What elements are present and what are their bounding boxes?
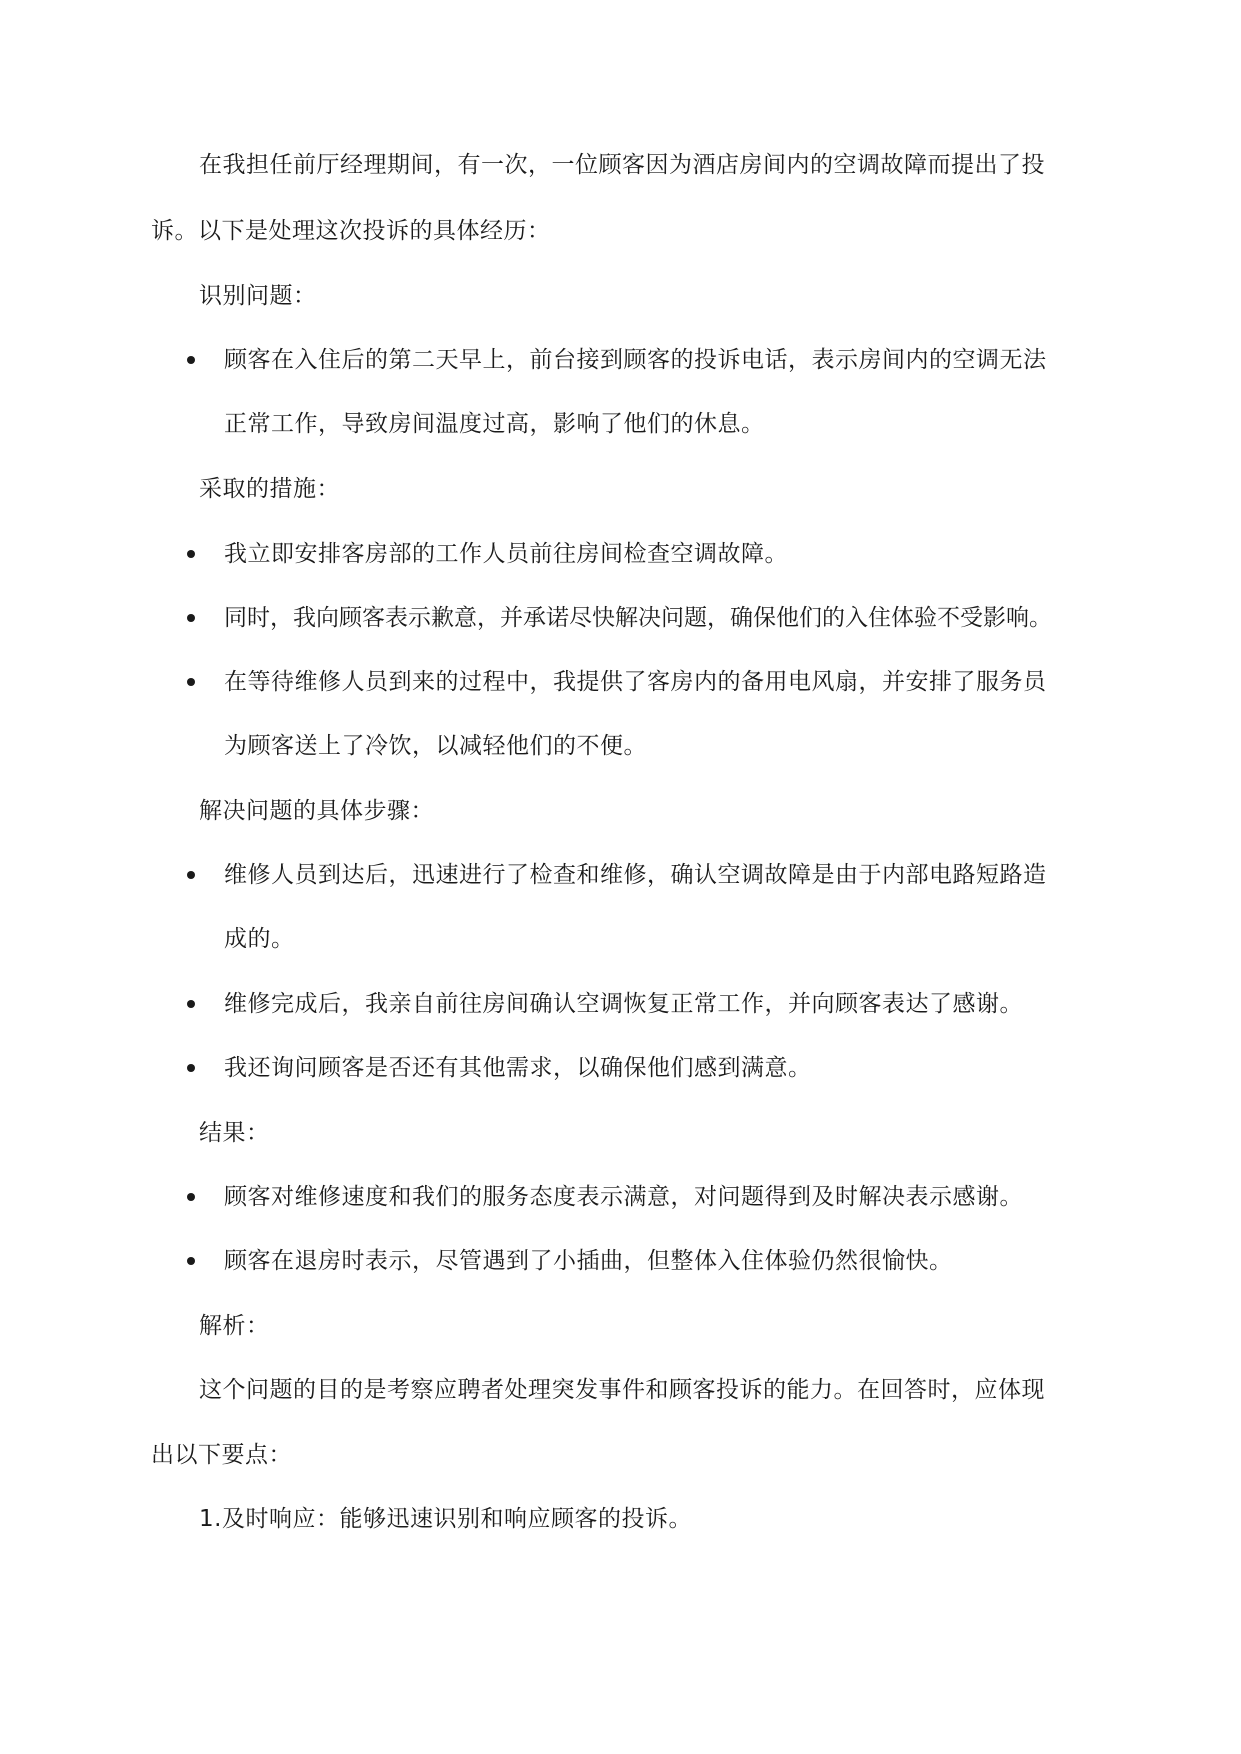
measures-item-3-line-1: 在等待维修人员到来的过程中，我提供了客房内的备用电风扇，并安排了服务员 [224,669,1047,695]
bullet-icon [187,1193,195,1201]
analysis-line-1: 这个问题的目的是考察应聘者处理突发事件和顾客投诉的能力。在回答时，应体现 [199,1377,1045,1403]
analysis-line-2: 出以下要点： [151,1442,292,1468]
steps-item-1-line-1: 维修人员到达后，迅速进行了检查和维修，确认空调故障是由于内部电路短路造 [224,862,1047,888]
point-number: 1. [199,1506,222,1532]
point-text: 及时响应：能够迅速识别和响应顾客的投诉。 [221,1506,692,1532]
steps-item-1-line-2: 成的。 [224,926,295,952]
heading-result: 结果： [199,1120,270,1146]
intro-line-2: 诉。以下是处理这次投诉的具体经历： [151,218,551,244]
bullet-icon [187,1064,195,1072]
bullet-icon [187,678,195,686]
identify-item-1-line-1: 顾客在入住后的第二天早上，前台接到顾客的投诉电话，表示房间内的空调无法 [224,347,1047,373]
heading-analysis: 解析： [199,1313,270,1339]
result-item-1-line-1: 顾客对维修速度和我们的服务态度表示满意，对问题得到及时解决表示感谢。 [224,1184,1023,1210]
intro-line-1: 在我担任前厅经理期间，有一次，一位顾客因为酒店房间内的空调故障而提出了投 [199,152,1045,178]
measures-item-2-line-1: 同时，我向顾客表示歉意，并承诺尽快解决问题，确保他们的入住体验不受影响。 [224,605,1052,631]
measures-item-1-line-1: 我立即安排客房部的工作人员前往房间检查空调故障。 [224,541,788,567]
bullet-icon [187,614,195,622]
bullet-icon [187,1257,195,1265]
result-item-2-line-1: 顾客在退房时表示，尽管遇到了小插曲，但整体入住体验仍然很愉快。 [224,1248,953,1274]
bullet-icon [187,356,195,364]
heading-identify: 识别问题： [199,283,317,309]
bullet-icon [187,871,195,879]
bullet-icon [187,550,195,558]
heading-measures: 采取的措施： [199,476,340,502]
heading-steps: 解决问题的具体步骤： [199,798,434,824]
analysis-point-1 [199,1504,692,1534]
steps-item-3-line-1: 我还询问顾客是否还有其他需求，以确保他们感到满意。 [224,1055,812,1081]
identify-item-1-line-2: 正常工作，导致房间温度过高，影响了他们的休息。 [224,411,765,437]
measures-item-3-line-2: 为顾客送上了冷饮，以减轻他们的不便。 [224,733,647,759]
steps-item-2-line-1: 维修完成后，我亲自前往房间确认空调恢复正常工作，并向顾客表达了感谢。 [224,991,1023,1017]
bullet-icon [187,1000,195,1008]
